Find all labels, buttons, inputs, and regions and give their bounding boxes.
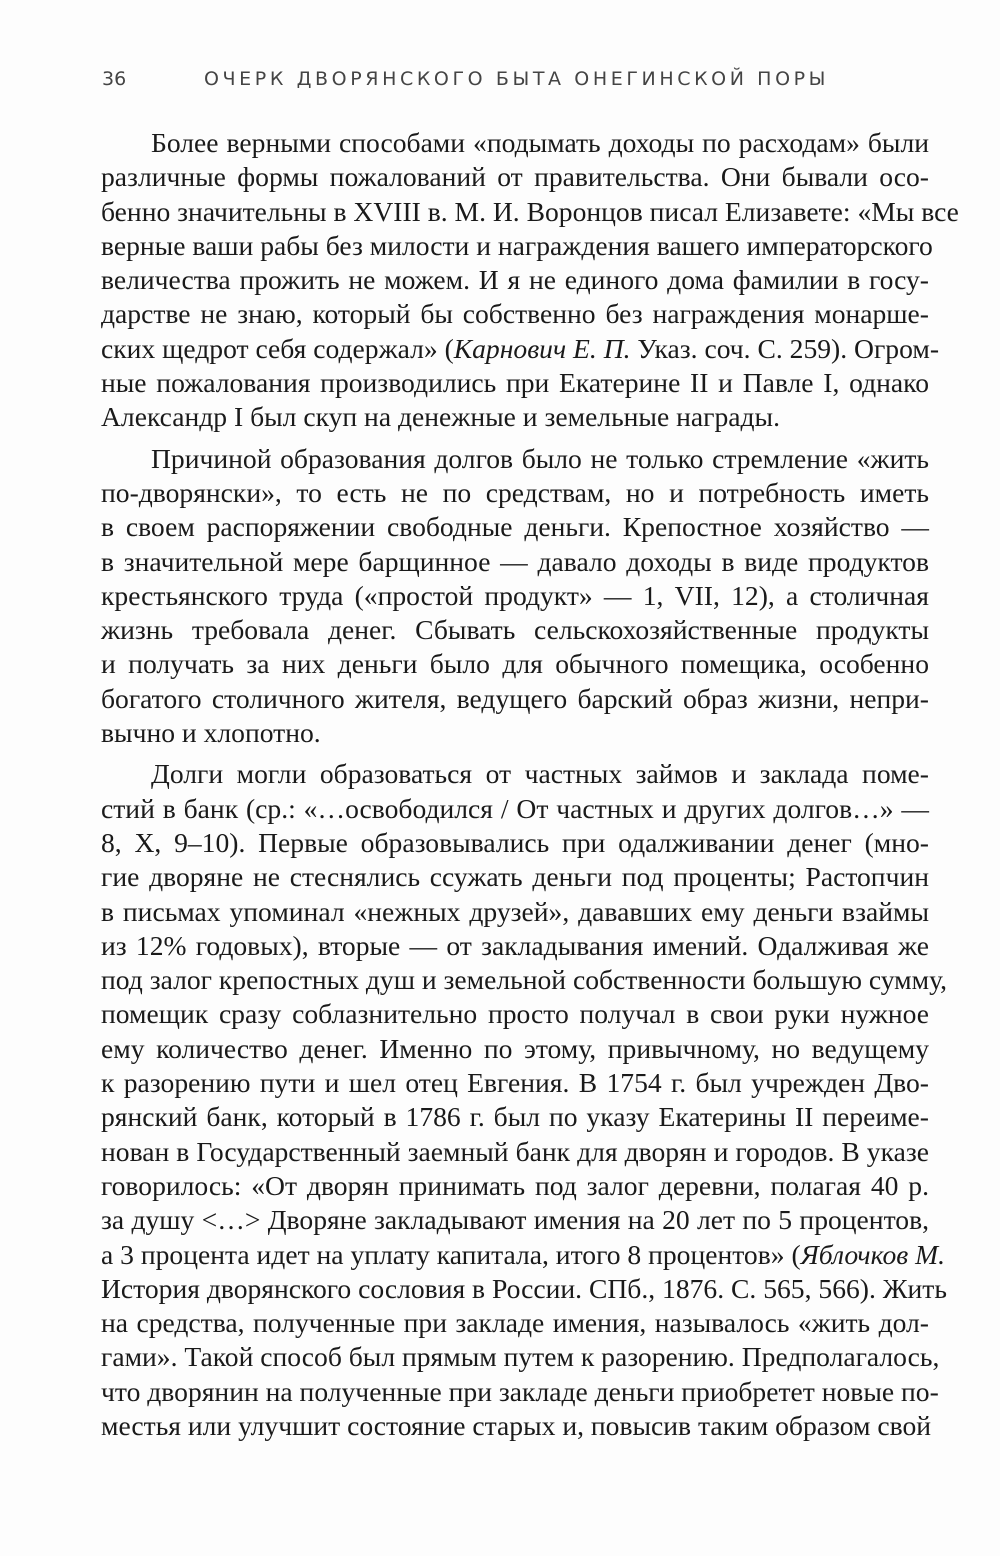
text-line bbox=[101, 929, 929, 963]
text-line bbox=[101, 792, 929, 826]
text-run: 8, X, 9–10). Первые образовывались при одалживании денег (мно- bbox=[101, 826, 929, 858]
paragraph-gap bbox=[101, 750, 929, 757]
text-run: в своем распоряжении свободные деньги. Крепостное хозяйство — bbox=[101, 511, 929, 543]
text-line bbox=[101, 1203, 929, 1237]
text-run: гами». Такой способ был прямым путем к разорению. Предполагалось, bbox=[101, 1341, 940, 1373]
text-line bbox=[101, 442, 929, 476]
text-run: вычно и хлопотно. bbox=[101, 717, 321, 749]
body-text bbox=[101, 126, 959, 1443]
text-line bbox=[101, 579, 929, 613]
text-line bbox=[101, 1100, 929, 1134]
text-run: и получать за них деньги было для обычного помещика, особенно bbox=[101, 648, 929, 680]
text-line bbox=[101, 716, 929, 750]
text-run: богатого столичного жителя, ведущего барский образ жизни, непри- bbox=[101, 682, 929, 714]
text-run: местья или улучшит состояние старых и, повысив таким образом свой bbox=[101, 1409, 932, 1441]
text-line bbox=[101, 1375, 939, 1409]
text-run: ских щедрот себя содержал» ( bbox=[101, 332, 454, 364]
text-run: из 12% годовых), вторые — от закладывания имений. Одалживая же bbox=[101, 929, 929, 961]
text-run: Указ. соч. С. 259). Огром- bbox=[630, 332, 940, 364]
text-run: стий в банк (ср.: «…освободился / От частных и других долгов…» — bbox=[101, 792, 929, 824]
text-line bbox=[101, 613, 929, 647]
running-head bbox=[102, 68, 902, 98]
text-run: на средства, полученные при закладе имения, называлось «жить дол- bbox=[101, 1307, 929, 1339]
italic-citation: Яблочков М. bbox=[800, 1238, 945, 1270]
text-line bbox=[101, 400, 929, 434]
text-line bbox=[101, 997, 929, 1031]
text-run: в значительной мере барщинное — давало доходы в виде продуктов bbox=[101, 545, 929, 577]
paragraph-gap bbox=[101, 435, 929, 442]
text-run: говорилось: «От дворян принимать под залог деревни, полагая 40 р. bbox=[101, 1169, 929, 1201]
text-run: Более верными способами «подымать доходы по расходам» были bbox=[151, 127, 929, 158]
text-line bbox=[101, 297, 929, 331]
text-line bbox=[101, 1409, 932, 1443]
text-line bbox=[101, 963, 948, 997]
text-run: бенно значительны в XVIII в. М. И. Воронцов писал Елизавете: «Мы все bbox=[101, 195, 959, 227]
text-run: гие дворяне не стеснялись ссужать деньги под проценты; Растопчин bbox=[101, 861, 929, 893]
text-line bbox=[101, 476, 929, 510]
paragraph bbox=[101, 757, 948, 1443]
paragraph bbox=[101, 442, 929, 751]
text-run: за душу <…> Дворяне закладывают имения на 20 лет по 5 процентов, bbox=[101, 1204, 929, 1236]
text-line bbox=[101, 229, 933, 263]
running-title: ОЧЕРК ДВОРЯНСКОГО БЫТА ОНЕГИНСКОЙ ПОРЫ bbox=[204, 68, 830, 90]
text-line bbox=[101, 682, 929, 716]
text-line bbox=[101, 510, 929, 544]
text-run: величества прожить не можем. И я не единого дома фамилии в госу- bbox=[101, 264, 929, 296]
text-line bbox=[101, 195, 959, 229]
text-line bbox=[101, 860, 929, 894]
text-line bbox=[101, 545, 929, 579]
text-line bbox=[101, 366, 929, 400]
text-line bbox=[101, 1169, 929, 1203]
text-line bbox=[101, 1066, 929, 1100]
text-line bbox=[101, 647, 929, 681]
text-run: помещик сразу соблазнительно просто получал в свои руки нужное bbox=[101, 998, 929, 1030]
text-line bbox=[101, 757, 929, 791]
text-line bbox=[101, 1272, 947, 1306]
text-run: рянский банк, который в 1786 г. был по указу Екатерины II переиме- bbox=[101, 1101, 929, 1133]
text-run: по-дворянски», то есть не по средствам, но и потребность иметь bbox=[101, 476, 929, 508]
text-run: жизнь требовала денег. Сбывать сельскохозяйственные продукты bbox=[101, 614, 929, 646]
text-run: крестьянского труда («простой продукт» — 1, VII, 12), а столичная bbox=[101, 579, 929, 611]
text-run: в письмах упоминал «нежных друзей», дававших ему деньги взаймы bbox=[101, 895, 929, 927]
text-run: Долги могли образоваться от частных займов и заклада поме- bbox=[151, 758, 929, 790]
text-run: История дворянского сословия в России. СПб., 1876. С. 565, 566). Жить bbox=[101, 1272, 947, 1304]
text-line bbox=[101, 1340, 940, 1374]
text-line bbox=[101, 263, 929, 297]
text-line bbox=[101, 1306, 929, 1340]
text-line bbox=[101, 826, 929, 860]
text-run: что дворянин на полученные при закладе деньги приобретет новые по- bbox=[101, 1375, 939, 1407]
text-line bbox=[101, 160, 929, 194]
text-run: ные пожалования производились при Екатерине II и Павле I, однако bbox=[101, 367, 929, 399]
text-run: нован в Государственный заемный банк для дворян и городов. В указе bbox=[101, 1135, 929, 1167]
text-line bbox=[101, 895, 929, 929]
text-run: дарстве не знаю, который бы собственно без награждения монарше- bbox=[101, 298, 929, 330]
text-line bbox=[101, 1032, 929, 1066]
text-run: Александр I был скуп на денежные и земельные награды. bbox=[101, 401, 780, 433]
text-run: к разорению пути и шел отец Евгения. В 1754 г. был учрежден Дво- bbox=[101, 1067, 929, 1099]
paragraph bbox=[101, 126, 959, 435]
page-number: 36 bbox=[102, 68, 127, 90]
text-line bbox=[101, 126, 929, 160]
text-run: а 3 процента идет на уплату капитала, итого 8 процентов» ( bbox=[101, 1238, 801, 1270]
text-line bbox=[101, 1135, 929, 1169]
italic-citation: Карнович Е. П. bbox=[453, 332, 631, 364]
text-line bbox=[101, 332, 940, 366]
text-run: ему количество денег. Именно по этому, привычному, но ведущему bbox=[101, 1032, 929, 1064]
text-line bbox=[101, 1238, 945, 1272]
text-run: различные формы пожалований от правительства. Они бывали осо- bbox=[101, 161, 929, 193]
text-run: верные ваши рабы без милости и награждения вашего императорского bbox=[101, 229, 933, 261]
text-run: Причиной образования долгов было не только стремление «жить bbox=[151, 442, 929, 474]
text-run: под залог крепостных душ и земельной собственности большую сумму, bbox=[101, 964, 948, 996]
